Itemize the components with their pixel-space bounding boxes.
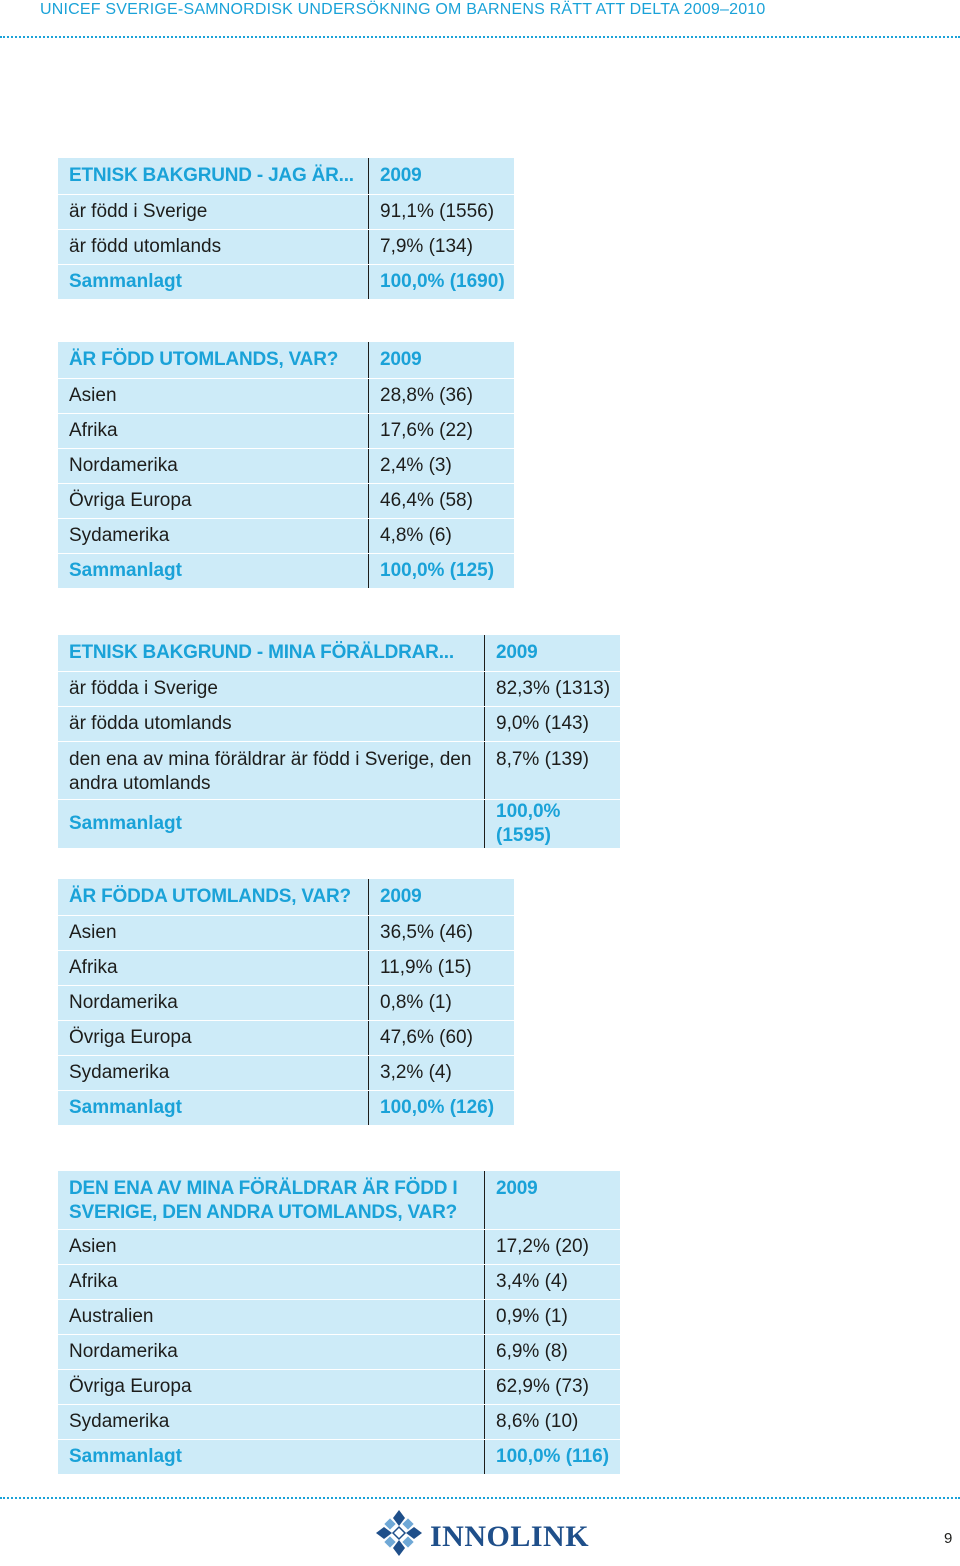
table-total-row: [58, 1439, 620, 1474]
table-year: 2009: [485, 635, 621, 671]
row-value: 47,6% (60): [369, 1020, 515, 1055]
logo-text: INNOLINK: [430, 1520, 590, 1553]
row-value: 82,3% (1313): [485, 671, 621, 706]
table-row: [58, 448, 514, 483]
table-total-row: [58, 1090, 514, 1125]
row-value: 17,6% (22): [369, 413, 515, 448]
row-value: 46,4% (58): [369, 483, 515, 518]
footer-divider: [0, 1497, 960, 1499]
table-year: 2009: [369, 879, 515, 915]
table-year: 2009: [369, 158, 515, 194]
table-year: 2009: [369, 342, 515, 378]
table-header-row: [58, 1171, 620, 1229]
row-label: Nordamerika: [58, 1334, 485, 1369]
row-label: Afrika: [58, 950, 369, 985]
row-label: Asien: [58, 915, 369, 950]
total-label: Sammanlagt: [69, 812, 182, 834]
table-row: [58, 413, 514, 448]
row-label: den ena av mina föräldrar är född i Sverige, den andra utomlands: [58, 741, 485, 799]
total-value: 100,0% (116): [485, 1439, 621, 1474]
row-value: 4,8% (6): [369, 518, 515, 553]
table-header-row: [58, 158, 514, 194]
row-label: Sydamerika: [58, 518, 369, 553]
total-label: Sammanlagt: [69, 1445, 182, 1467]
row-value: 91,1% (1556): [369, 194, 515, 229]
row-value: 8,7% (139): [485, 741, 621, 799]
table-row: [58, 1020, 514, 1055]
table-row: [58, 1369, 620, 1404]
row-label: Övriga Europa: [58, 1020, 369, 1055]
table-row: [58, 194, 514, 229]
table-title: ÄR FÖDDA UTOMLANDS, VAR?: [58, 879, 369, 915]
table-row: [58, 1055, 514, 1090]
row-label: är födda i Sverige: [58, 671, 485, 706]
row-value: 28,8% (36): [369, 378, 515, 413]
table-total-row: [58, 799, 620, 848]
header-divider: [0, 36, 960, 38]
row-label: Afrika: [58, 1264, 485, 1299]
table-row: [58, 1404, 620, 1439]
table-title: ETNISK BAKGRUND - JAG ÄR...: [58, 158, 369, 194]
total-value: 100,0% (1595): [485, 799, 621, 848]
row-value: 2,4% (3): [369, 448, 515, 483]
row-value: 6,9% (8): [485, 1334, 621, 1369]
row-value: 8,6% (10): [485, 1404, 621, 1439]
table-row: [58, 915, 514, 950]
innolink-diamond-icon: [374, 1508, 424, 1558]
table-title: ETNISK BAKGRUND - MINA FÖRÄLDRAR...: [58, 635, 485, 671]
row-value: 11,9% (15): [369, 950, 515, 985]
table-row: [58, 229, 514, 264]
innolink-logo: [374, 1508, 590, 1560]
page-header: [0, 0, 960, 40]
total-label: Sammanlagt: [69, 270, 182, 292]
table-row: [58, 741, 620, 799]
table-row: [58, 706, 620, 741]
table-row: [58, 950, 514, 985]
row-value: 0,8% (1): [369, 985, 515, 1020]
table-row: [58, 1334, 620, 1369]
row-label: Australien: [58, 1299, 485, 1334]
row-label: Nordamerika: [58, 985, 369, 1020]
table-row: [58, 483, 514, 518]
row-label: Sydamerika: [58, 1404, 485, 1439]
row-label: är född i Sverige: [58, 194, 369, 229]
total-label: Sammanlagt: [69, 559, 182, 581]
header-title: UNICEF SVERIGE-SAMNORDISK UNDERSÖKNING OM BARNENS RÄTT ATT DELTA 2009–2010: [40, 1, 766, 18]
total-value: 100,0% (126): [369, 1090, 515, 1125]
page-number: 9: [944, 1530, 953, 1547]
row-value: 0,9% (1): [485, 1299, 621, 1334]
table-title: DEN ENA AV MINA FÖRÄLDRAR ÄR FÖDD I SVERIGE, DEN ANDRA UTOMLANDS, VAR?: [58, 1171, 485, 1229]
table-row: [58, 1229, 620, 1264]
table-parents-born-abroad-where: [58, 879, 514, 1125]
table-row: [58, 378, 514, 413]
table-total-row: [58, 553, 514, 588]
table-row: [58, 671, 620, 706]
table-mixed-parents-where: [58, 1171, 620, 1474]
row-value: 17,2% (20): [485, 1229, 621, 1264]
row-label: är födda utomlands: [58, 706, 485, 741]
row-label: Övriga Europa: [58, 483, 369, 518]
total-label: Sammanlagt: [69, 1096, 182, 1118]
row-value: 3,4% (4): [485, 1264, 621, 1299]
row-value: 36,5% (46): [369, 915, 515, 950]
row-label: Sydamerika: [58, 1055, 369, 1090]
row-label: Asien: [58, 1229, 485, 1264]
table-row: [58, 1299, 620, 1334]
row-label: Afrika: [58, 413, 369, 448]
table-row: [58, 518, 514, 553]
row-value: 7,9% (134): [369, 229, 515, 264]
table-ethnic-background-parents: [58, 635, 620, 848]
table-row: [58, 1264, 620, 1299]
row-label: Övriga Europa: [58, 1369, 485, 1404]
table-total-row: [58, 264, 514, 299]
total-value: 100,0% (125): [369, 553, 515, 588]
table-header-row: [58, 342, 514, 378]
table-title: ÄR FÖDD UTOMLANDS, VAR?: [58, 342, 369, 378]
row-value: 3,2% (4): [369, 1055, 515, 1090]
row-label: Nordamerika: [58, 448, 369, 483]
row-label: Asien: [58, 378, 369, 413]
total-value: 100,0% (1690): [369, 264, 515, 299]
table-ethnic-background-self: [58, 158, 514, 299]
row-value: 9,0% (143): [485, 706, 621, 741]
row-value: 62,9% (73): [485, 1369, 621, 1404]
table-year: 2009: [485, 1171, 621, 1229]
table-row: [58, 985, 514, 1020]
table-born-abroad-where: [58, 342, 514, 588]
table-header-row: [58, 879, 514, 915]
table-header-row: [58, 635, 620, 671]
row-label: är född utomlands: [58, 229, 369, 264]
